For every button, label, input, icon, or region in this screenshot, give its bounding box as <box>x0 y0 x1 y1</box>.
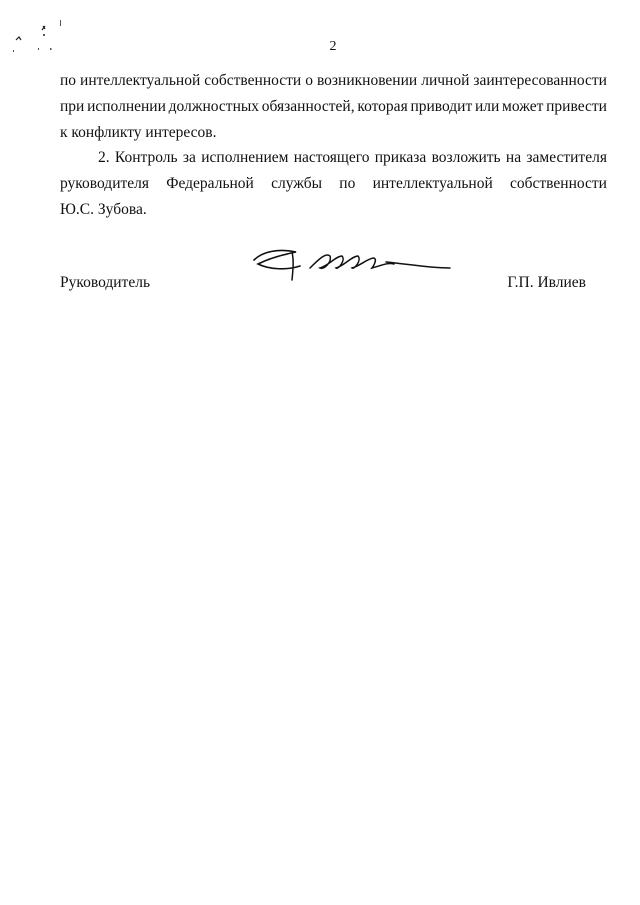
word: исполнением <box>201 149 289 166</box>
word: интеллектуальной <box>372 175 493 192</box>
signatory-position: Руководитель <box>60 274 151 291</box>
word: собственности <box>204 72 302 89</box>
word: за <box>182 149 196 166</box>
word: привести <box>546 98 607 115</box>
word: Федеральной <box>166 175 254 192</box>
word: Контроль <box>114 149 178 166</box>
word: интеллектуальной <box>80 72 201 89</box>
paragraph-1-line-3: к конфликту интересов. <box>60 124 217 141</box>
page-number: 2 <box>329 39 337 54</box>
word: может <box>502 98 544 115</box>
paragraph-2-line-2 <box>60 174 607 194</box>
word: по <box>60 72 77 89</box>
word: возникновении <box>316 72 418 89</box>
word: при <box>60 98 85 115</box>
word: собственности <box>510 175 607 192</box>
word: о <box>305 72 313 89</box>
word: возложить <box>431 149 501 166</box>
paragraph-2-line-1 <box>98 148 607 168</box>
word: настоящего <box>293 149 370 166</box>
word: приказа <box>374 149 427 166</box>
word: должностных <box>168 98 260 115</box>
paragraph-2-line-3: Ю.С. Зубова. <box>60 201 147 218</box>
signatory-name: Г.П. Ивлиев <box>507 274 586 291</box>
word: личной <box>421 72 470 89</box>
word: обязанностей, <box>261 98 355 115</box>
paragraph-1-line-2 <box>60 97 607 117</box>
word: или <box>474 98 500 115</box>
word: заместителя <box>526 149 607 166</box>
word: приводит <box>410 98 473 115</box>
word: руководителя <box>60 175 150 192</box>
word: исполнении <box>87 98 166 115</box>
word: заинтересованности <box>473 72 607 89</box>
word: службы <box>271 175 323 192</box>
word: на <box>505 149 522 166</box>
word: по <box>339 175 356 192</box>
handwritten-signature <box>248 240 453 285</box>
word: 2. <box>98 149 110 166</box>
paragraph-1-line-1 <box>60 71 607 91</box>
word: которая <box>357 98 408 115</box>
